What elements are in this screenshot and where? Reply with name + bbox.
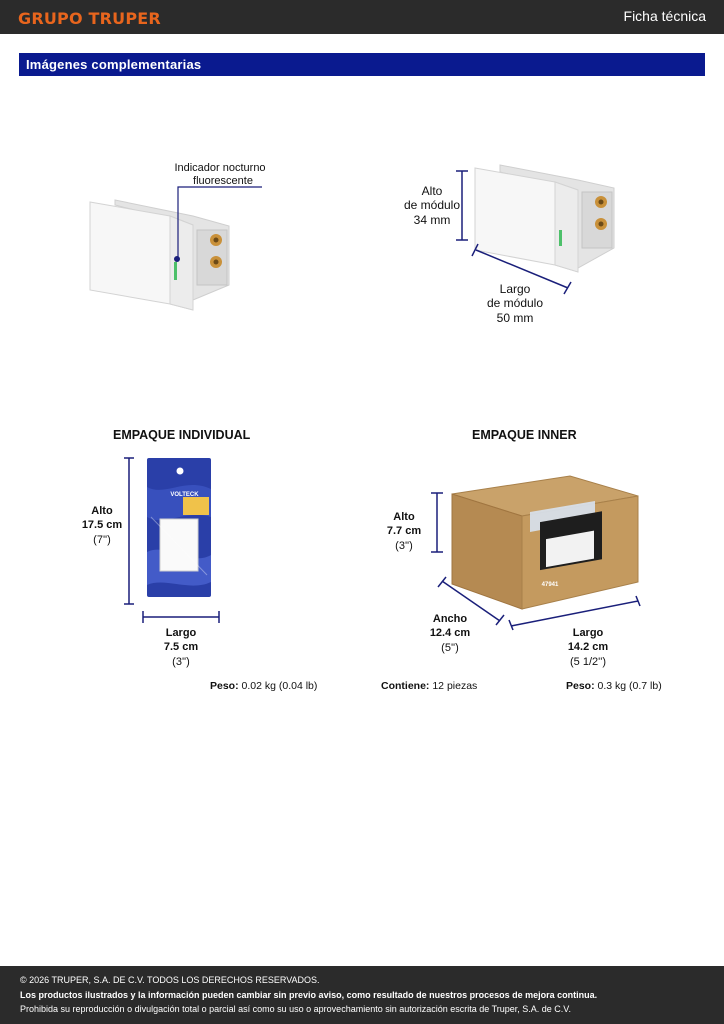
individual-height-label-1: Alto bbox=[91, 505, 113, 517]
inner-height-dimension-line bbox=[430, 492, 444, 554]
individual-height-dimension-line bbox=[124, 457, 138, 607]
document-type: Ficha técnica bbox=[623, 8, 706, 24]
inner-box-code: 47941 bbox=[541, 582, 559, 588]
footer-copyright: © 2026 TRUPER, S.A. DE C.V. TODOS LOS DERECHOS RESERVADOS. bbox=[20, 975, 320, 985]
module-length-label-1: Largo bbox=[499, 282, 531, 296]
inner-width-label-2: 12.4 cm bbox=[429, 627, 471, 639]
inner-height-label-3: (3'') bbox=[395, 540, 413, 552]
inner-package-heading: EMPAQUE INNER bbox=[472, 428, 577, 442]
inner-contents-label: Contiene: bbox=[381, 680, 430, 692]
inner-width-label-3: (5'') bbox=[441, 642, 459, 654]
indicator-label-line1: Indicador nocturno bbox=[174, 162, 266, 174]
individual-package-illustration bbox=[145, 457, 215, 599]
individual-height-label-2: 17.5 cm bbox=[81, 519, 123, 531]
inner-weight-label: Peso: bbox=[566, 680, 595, 692]
individual-package-heading: EMPAQUE INDIVIDUAL bbox=[113, 428, 251, 442]
individual-weight bbox=[210, 680, 317, 692]
indicator-label-line2: fluorescente bbox=[193, 175, 253, 187]
indicator-callout-line bbox=[170, 180, 270, 270]
module-height-label-2: de módulo bbox=[403, 198, 461, 212]
top-bar bbox=[0, 0, 724, 34]
individual-length-label-3: (3'') bbox=[172, 656, 190, 668]
module-length-label-3: 50 mm bbox=[496, 311, 534, 325]
inner-weight bbox=[566, 680, 662, 692]
inner-width-label-1: Ancho bbox=[432, 613, 468, 625]
footer-notice: Los productos ilustrados y la información pueden cambiar sin previo aviso, como resultado de nuestros procesos de mejora continua. bbox=[20, 990, 598, 1000]
section-header bbox=[19, 53, 705, 76]
inner-height-label-1: Alto bbox=[393, 511, 415, 523]
individual-height-label-3: (7'') bbox=[93, 534, 111, 546]
brand-logo: GRUPO TRUPER bbox=[18, 9, 161, 28]
individual-length-label-1: Largo bbox=[165, 627, 197, 639]
section-title: Imágenes complementarias bbox=[26, 57, 202, 72]
individual-weight-value: 0.02 kg (0.04 lb) bbox=[241, 680, 318, 692]
individual-length-dimension-line bbox=[142, 611, 222, 623]
inner-length-label-1: Largo bbox=[572, 627, 604, 639]
module-length-label-2: de módulo bbox=[486, 296, 544, 310]
package-brand-label: VOLTECK bbox=[170, 492, 199, 498]
footer bbox=[0, 966, 724, 1024]
inner-length-label-2: 14.2 cm bbox=[567, 641, 609, 653]
inner-contents-value: 12 piezas bbox=[432, 680, 478, 692]
inner-weight-value: 0.3 kg (0.7 lb) bbox=[597, 680, 662, 692]
individual-weight-label: Peso: bbox=[210, 680, 239, 692]
inner-length-dimension-line bbox=[508, 596, 642, 630]
inner-contents bbox=[381, 680, 477, 692]
inner-length-label-3: (5 1/2'') bbox=[570, 656, 606, 668]
individual-length-label-2: 7.5 cm bbox=[163, 641, 199, 653]
inner-height-label-2: 7.7 cm bbox=[386, 525, 422, 537]
footer-legal: Prohibida su reproducción o divulgación total o parcial así como su uso o aprovechamiento sin autorización escrita de Truper, S.A. de C.V. bbox=[20, 1004, 571, 1014]
module-height-label-3: 34 mm bbox=[413, 213, 451, 227]
module-height-label-1: Alto bbox=[421, 184, 443, 198]
